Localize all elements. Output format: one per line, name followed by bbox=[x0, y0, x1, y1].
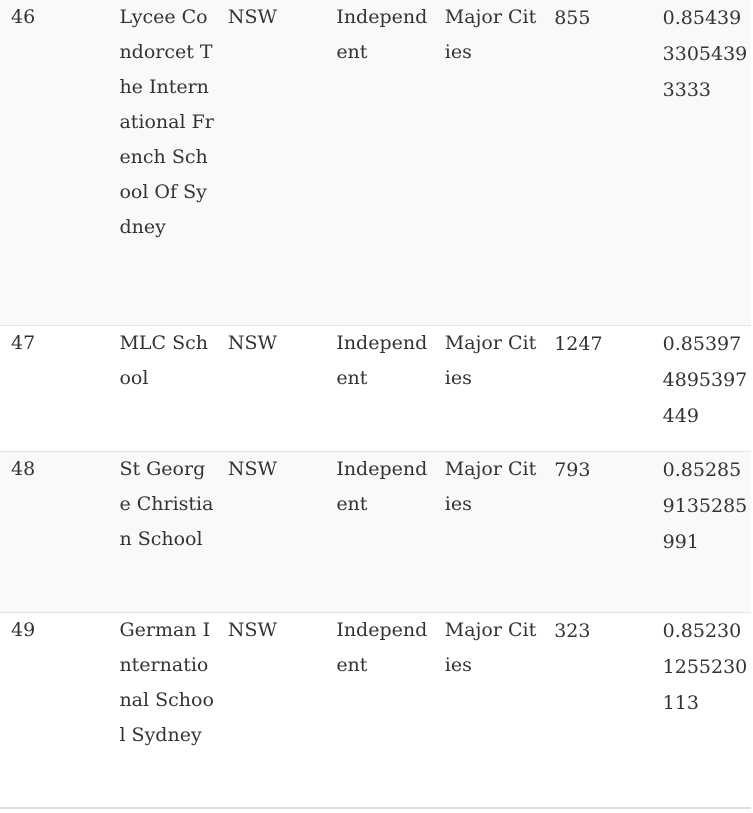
school-name-cell: German International School Sydney bbox=[108, 613, 216, 809]
state-cell: NSW bbox=[217, 613, 325, 809]
geolocation-cell: Major Cities bbox=[434, 452, 543, 613]
rank-cell: 47 bbox=[0, 326, 108, 452]
score-cell: 0.852859135285991 bbox=[652, 452, 751, 613]
rank-cell: 49 bbox=[0, 613, 108, 809]
sector-cell: Independent bbox=[325, 452, 433, 613]
school-name-cell: St George Christian School bbox=[108, 452, 216, 613]
table-row bbox=[0, 452, 751, 613]
enrolments-cell: 793 bbox=[543, 452, 651, 613]
state-cell: NSW bbox=[217, 0, 325, 326]
enrolments-cell: 1247 bbox=[543, 326, 651, 452]
table-row bbox=[0, 0, 751, 326]
table-row bbox=[0, 326, 751, 452]
geolocation-cell: Major Cities bbox=[434, 326, 543, 452]
geolocation-cell: Major Cities bbox=[434, 613, 543, 809]
sector-cell: Independent bbox=[325, 613, 433, 809]
state-cell: NSW bbox=[217, 452, 325, 613]
school-name-cell: Lycee Condorcet The International French School Of Sydney bbox=[108, 0, 216, 326]
rank-cell: 48 bbox=[0, 452, 108, 613]
school-name-cell: MLC School bbox=[108, 326, 216, 452]
rank-cell: 46 bbox=[0, 0, 108, 326]
sector-cell: Independent bbox=[325, 326, 433, 452]
state-cell: NSW bbox=[217, 326, 325, 452]
geolocation-cell: Major Cities bbox=[434, 0, 543, 326]
enrolments-cell: 855 bbox=[543, 0, 651, 326]
enrolments-cell: 323 bbox=[543, 613, 651, 809]
score-cell: 0.853974895397449 bbox=[652, 326, 751, 452]
sector-cell: Independent bbox=[325, 0, 433, 326]
score-cell: 0.8543933054393333 bbox=[652, 0, 751, 326]
score-cell: 0.852301255230113 bbox=[652, 613, 751, 809]
table-row bbox=[0, 613, 751, 809]
